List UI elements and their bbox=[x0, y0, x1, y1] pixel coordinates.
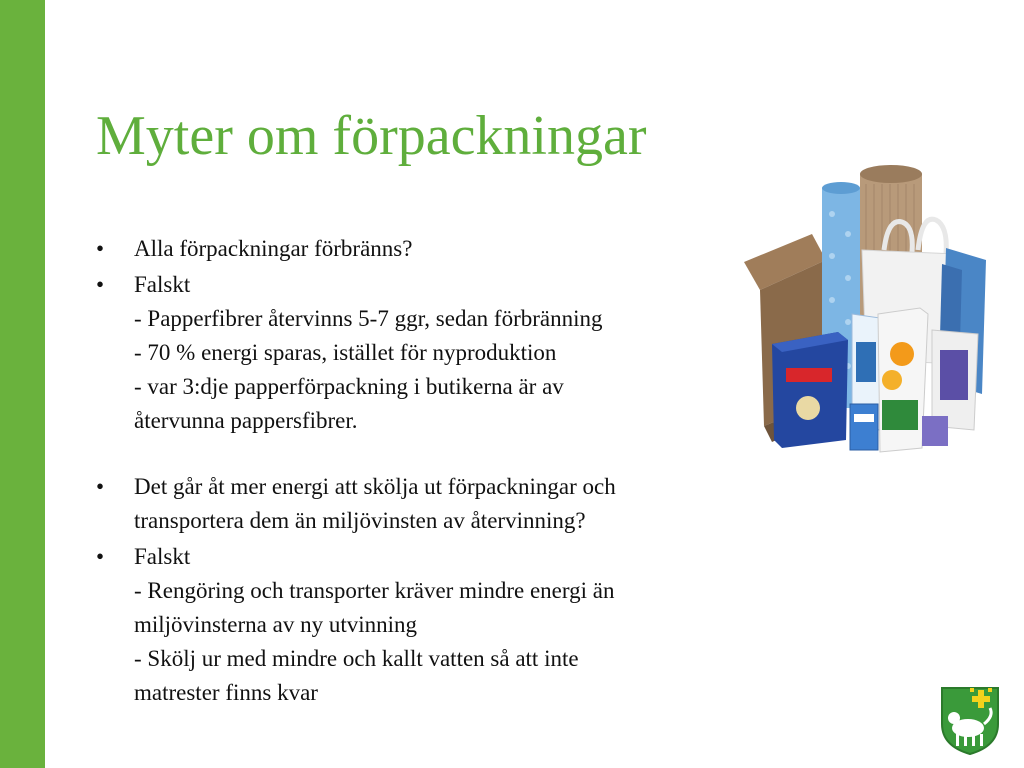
bullet-line: matrester finns kvar bbox=[134, 680, 318, 705]
bullet-marker: • bbox=[96, 474, 105, 499]
slide-title: Myter om förpackningar bbox=[96, 105, 647, 167]
tiny-box-icon bbox=[922, 416, 948, 446]
bullet-item bbox=[96, 470, 746, 538]
bullet-line: miljövinsterna av ny utvinning bbox=[134, 612, 417, 637]
bullet-item bbox=[96, 540, 746, 710]
bullet-line: - Rengöring och transporter kräver mindre energi än bbox=[134, 578, 615, 603]
bullet-marker: • bbox=[96, 544, 105, 569]
packaging-collection-icon bbox=[742, 164, 990, 456]
small-box-icon bbox=[850, 404, 878, 450]
bullet-line: Det går åt mer energi att skölja ut förpackningar och bbox=[134, 474, 616, 499]
pasta-box-icon bbox=[772, 332, 848, 448]
bullet-line: transportera dem än miljövinsten av återvinning? bbox=[134, 508, 586, 533]
bullet-list bbox=[96, 232, 746, 712]
bullet-line: återvunna pappersfibrer. bbox=[134, 408, 358, 433]
accent-side-bar bbox=[0, 0, 45, 768]
bullet-item bbox=[96, 268, 746, 438]
bullet-line: Alla förpackningar förbränns? bbox=[134, 236, 413, 261]
bullet-line: - Skölj ur med mindre och kallt vatten så att inte bbox=[134, 646, 579, 671]
bullet-line: - var 3:dje papperförpackning i butikerna är av bbox=[134, 374, 564, 399]
bullet-item bbox=[96, 232, 746, 266]
small-carton-icon bbox=[932, 330, 978, 430]
bullet-line: Falskt bbox=[134, 272, 191, 297]
bullet-marker: • bbox=[96, 236, 105, 261]
juice-carton-icon bbox=[878, 308, 928, 452]
municipal-coat-of-arms-icon bbox=[940, 686, 1000, 756]
bullet-marker: • bbox=[96, 272, 105, 297]
bullet-line: - 70 % energi sparas, istället för nyproduktion bbox=[134, 340, 557, 365]
bullet-line: Falskt bbox=[134, 544, 191, 569]
bullet-line: - Papperfibrer återvinns 5-7 ggr, sedan förbränning bbox=[134, 306, 603, 331]
